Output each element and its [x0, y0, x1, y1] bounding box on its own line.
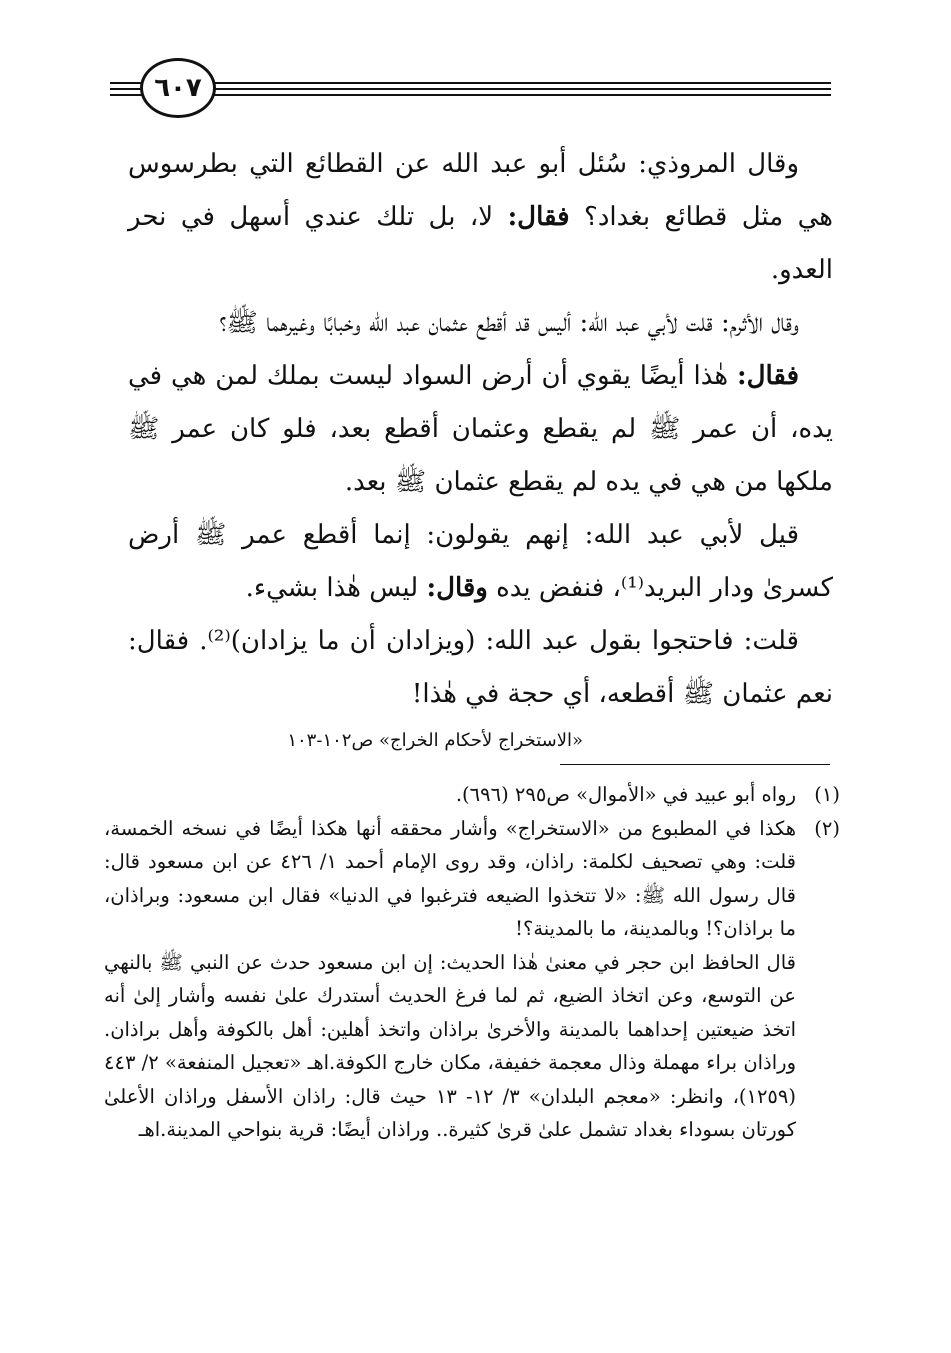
header-rule-top: [110, 82, 831, 84]
footnote-number: (١): [814, 783, 840, 806]
page-number-badge: [140, 58, 216, 118]
paragraph-3: [128, 350, 833, 509]
bold-keyword: وقال:: [426, 573, 488, 603]
main-text: [128, 138, 833, 755]
bold-keyword: فقال:: [737, 361, 799, 391]
footnote-2-continuation: قال الحافظ ابن حجر في معنىٰ هٰذا الحديث: إن ابن مسعود حدث عن النبي ﷺ بالنهي عن التوسع، وعن اتخاذ الضيع، ثم لما فرغ الحديث أستدرك علىٰ نفسه وأشار إلىٰ أنه اتخذ ضيعتين إحداهما بالمدينة والأخرىٰ براذان واتخذ أهلين: أهل بالكوفة وأهل براذان. وراذان براء مهملة وذال معجمة خفيفة، مكان خارج الكوفة.اهـ «تعجيل المنفعة» ٢/ ٤٤٣ (١٢٥٩)، وانظر: «معجم البلدان» ٣/ ١٢- ١٣ حيث قال: راذان الأسفل وراذان الأعلىٰ كورتان بسوداء بغداد تشمل علىٰ قرىٰ كثيرة.. وراذان أيضًا: قرية بنواحي المدينة.اهـ: [104, 950, 796, 1141]
header-rule-bottom: [110, 94, 831, 96]
paragraph-text: وقال الأثرم: قلت لأبي عبد الله: أليس قد أقطع عثمان عبد الله وخبابًا وغيرهما ﷺ؟: [219, 308, 799, 338]
paragraph-text: قيل لأبي عبد الله: إنهم يقولون: إنما أقطع عمر ﷺ أرض كسرىٰ ودار البريد⁽¹⁾، فنفض يده: [128, 520, 833, 603]
paragraph-4: [128, 509, 833, 615]
paragraph-2: [128, 297, 833, 350]
page-number: ٦٠٧: [154, 73, 202, 103]
footnote-divider: [560, 764, 830, 765]
footnote-number: (٢): [814, 816, 840, 840]
footnotes: [104, 778, 840, 1147]
footnote-1: [104, 778, 840, 812]
paragraph-text: قلت: فاحتجوا بقول عبد الله: (ويزادان أن ما يزادان)⁽²⁾. فقال: نعم عثمان ﷺ أقطعه، أي حجة في هٰذا!: [128, 626, 833, 709]
header-rule-middle: [110, 88, 831, 90]
paragraph-1: [128, 138, 833, 297]
footnote-text: رواه أبو عبيد في «الأموال» ص٢٩٥ (٦٩٦).: [455, 783, 796, 806]
page-header: [0, 0, 951, 130]
footnote-2: [104, 812, 840, 946]
paragraph-text: ليس هٰذا بشيء.: [245, 573, 427, 603]
bold-keyword: فقال:: [507, 202, 570, 232]
paragraph-5: [128, 615, 833, 721]
paragraph-text: هٰذا أيضًا يقوي أن أرض السواد ليست بملك لمن هي في يده، أن عمر ﷺ لم يقطع وعثمان أقطع بعد، فلو كان عمر ﷺ ملكها من هي في يده لم يقطع عثمان ﷺ بعد.: [128, 361, 833, 497]
source-citation: «الاستخراج لأحكام الخراج» ص١٠٢-١٠٣: [287, 730, 583, 751]
footnote-text: هكذا في المطبوع من «الاستخراج» وأشار محققه أنها هكذا أيضًا في نسخه الخمسة، قلت: وهي تصحيف لكلمة: راذان، وقد روى الإمام أحمد ١/ ٤٢٦ عن ابن مسعود قال: قال رسول الله ﷺ: «لا تتخذوا الضيعه فترغبوا في الدنيا» فقال ابن مسعود: وبراذان، ما براذان؟! وبالمدينة، ما بالمدينة؟!: [104, 816, 797, 940]
paragraph-text: وقال المروذي: سُئل أبو عبد الله عن القطائع التي بطرسوس هي مثل قطائع بغداد؟: [128, 149, 834, 232]
paragraph-text: لا، بل تلك عندي أسهل في نحر العدو.: [128, 202, 833, 285]
